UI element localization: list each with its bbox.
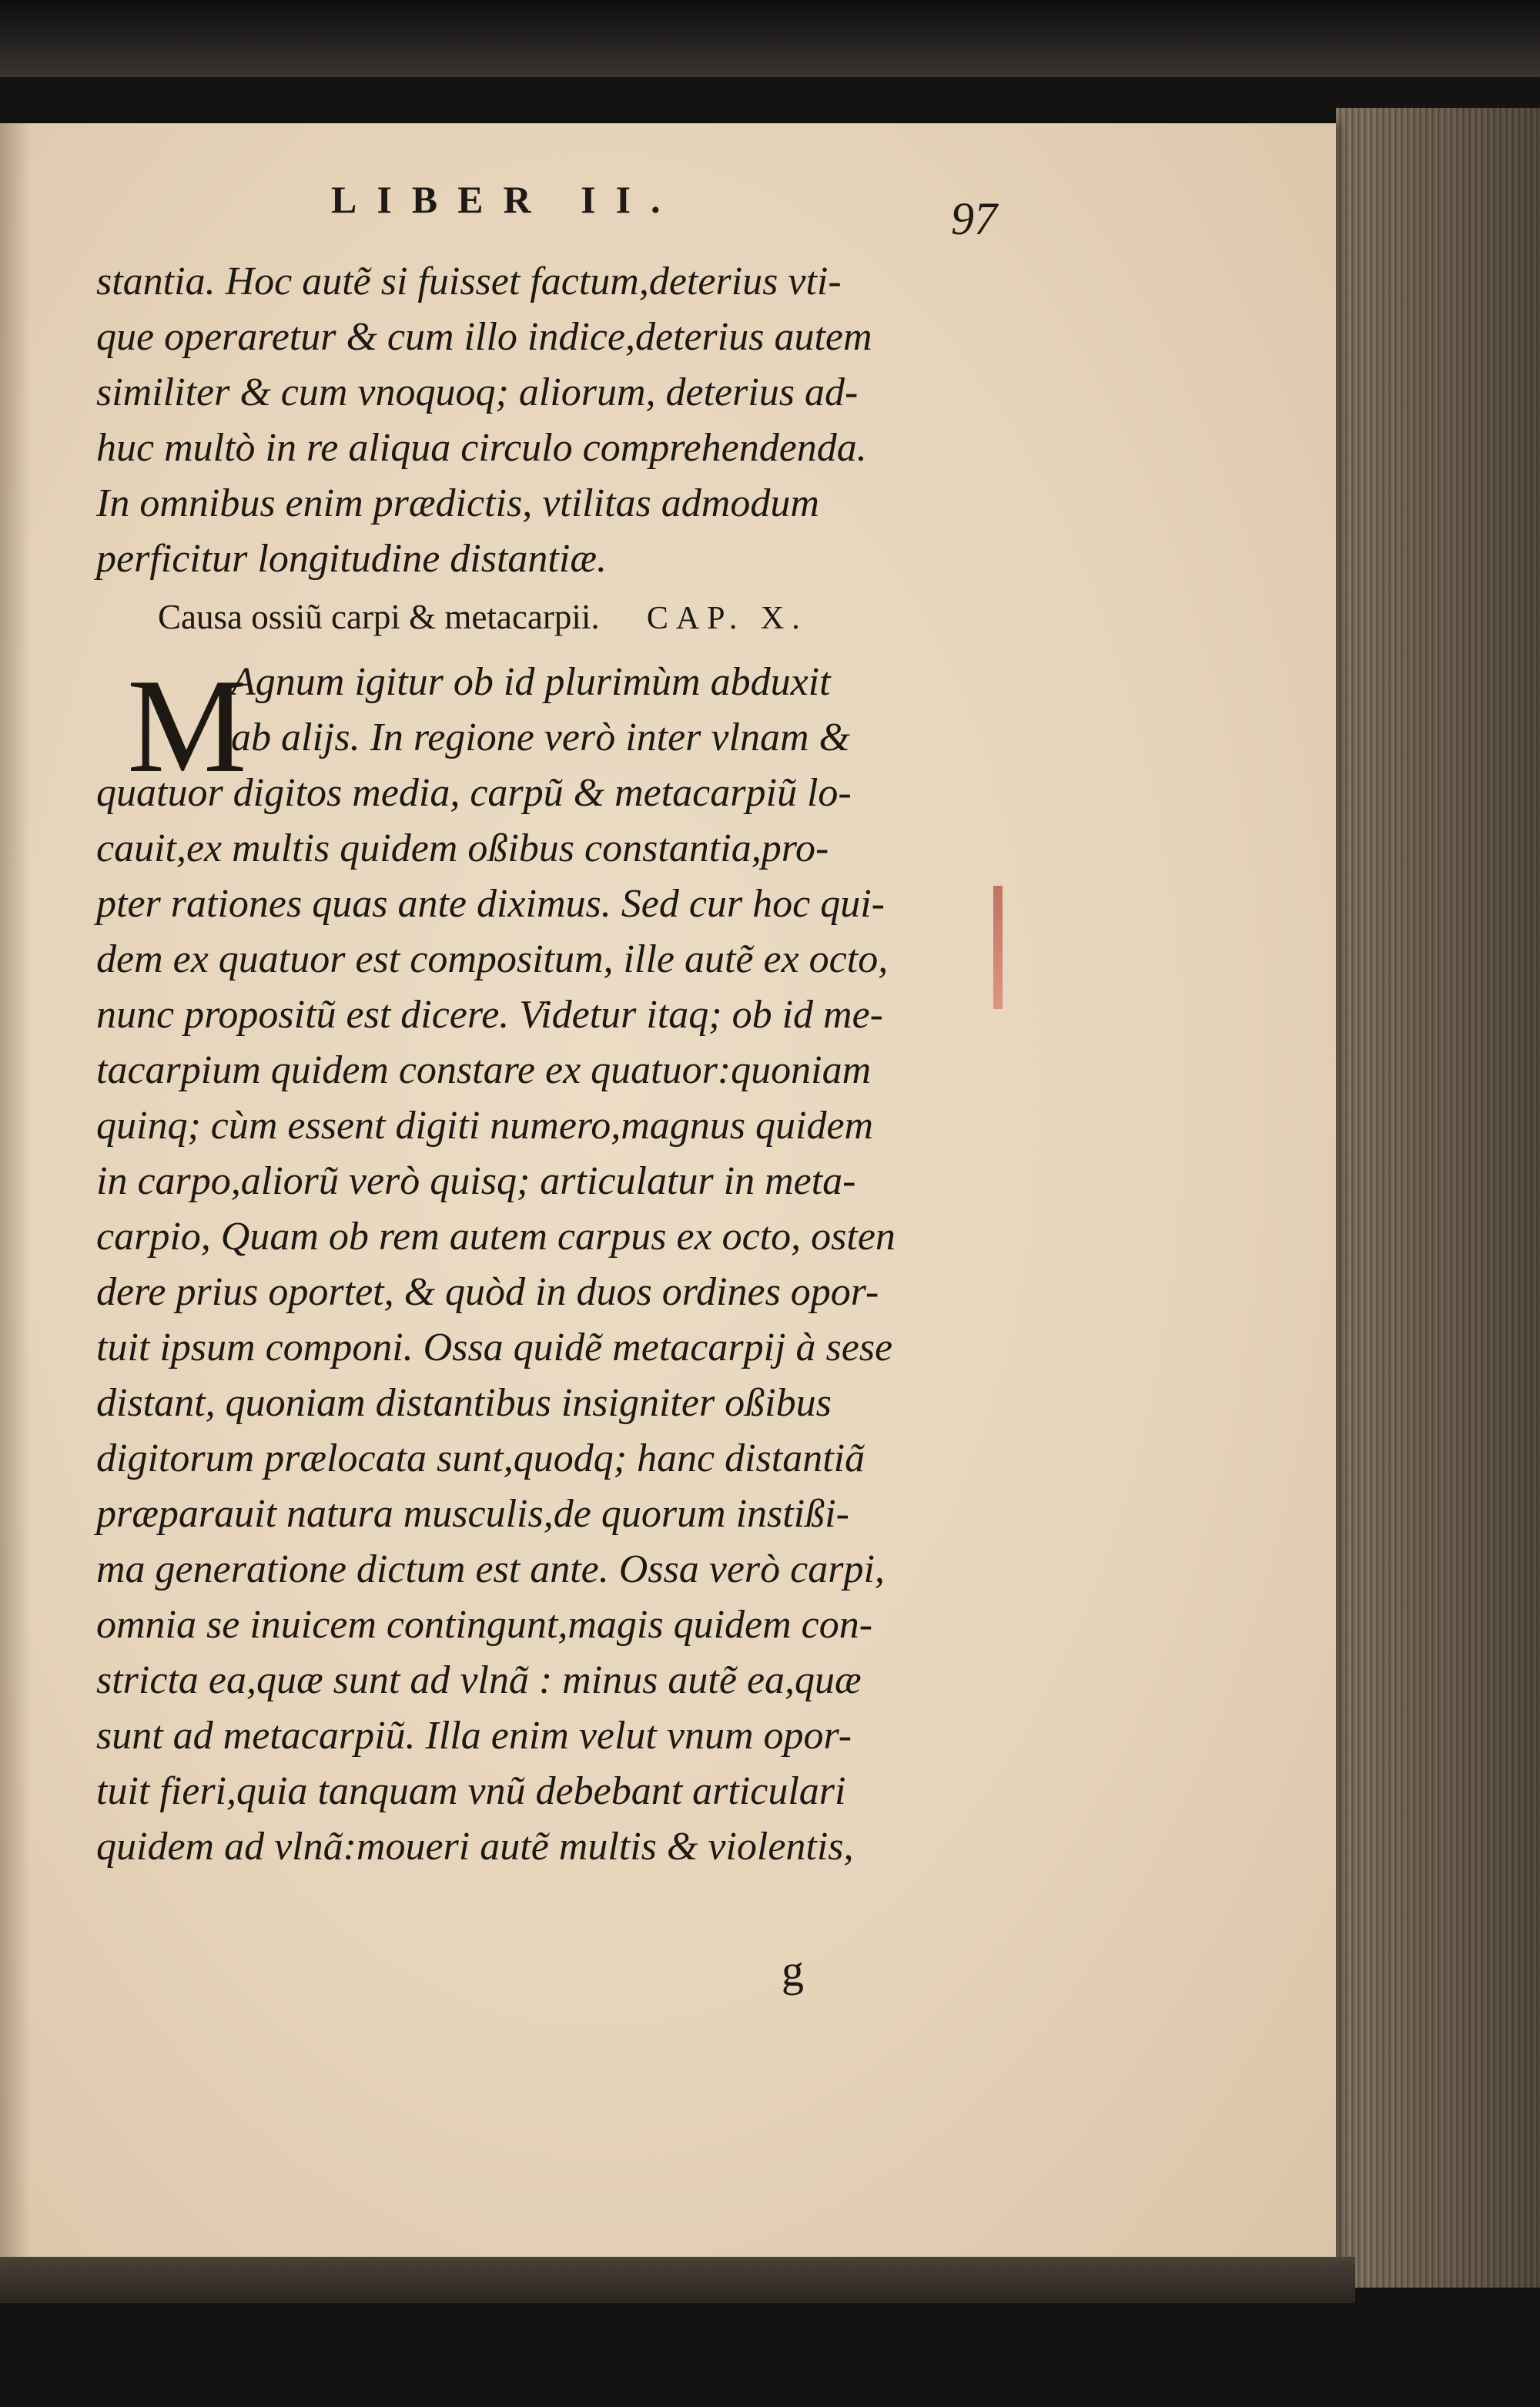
text-line: in carpo,aliorũ verò quisq; articulatur in meta- (96, 1159, 856, 1203)
text-line: quinq; cùm essent digiti numero,magnus quidem (96, 1104, 874, 1148)
text-line: tuit fieri,quia tanquam vnũ debebant articulari (96, 1769, 846, 1813)
text-line: sunt ad metacarpiũ. Illa enim velut vnum opor- (96, 1714, 852, 1758)
book-fore-edge (1336, 108, 1540, 2288)
text-line: distant, quoniam distantibus insigniter oßibus (96, 1381, 832, 1425)
text-line: ma generatione dictum est ante. Ossa verò carpi, (96, 1547, 885, 1591)
text-line: quatuor digitos media, carpũ & metacarpiũ lo- (96, 771, 852, 815)
text-line: pter rationes quas ante diximus. Sed cur hoc qui- (96, 882, 885, 926)
red-ink-mark (993, 886, 1003, 1009)
text-line: tuit ipsum componi. Ossa quidẽ metacarpij à sese (96, 1326, 893, 1369)
text-line: stricta ea,quæ sunt ad vlnã : minus autẽ ea,quæ (96, 1658, 862, 1702)
text-line: perficitur longitudine distantiæ. (96, 537, 607, 581)
text-line: tacarpium quidem constare ex quatuor:quoniam (96, 1048, 872, 1092)
text-line: quidem ad vlnã:moueri autẽ multis & violentis, (96, 1825, 854, 1869)
text-line: huc multò in re aliqua circulo comprehendenda. (96, 426, 867, 470)
text-line: carpio, Quam ob rem autem carpus ex octo, osten (96, 1215, 896, 1259)
decorated-initial: M (127, 651, 247, 800)
chapter-heading (158, 597, 808, 637)
text-line: præparauit natura musculis,de quorum instißi- (96, 1492, 849, 1536)
running-head: LIBER II. (331, 178, 681, 221)
text-line: similiter & cum vnoquoq; aliorum, deterius ad- (96, 370, 859, 414)
text-line: cauit,ex multis quidem oßibus constantia,pro- (96, 826, 829, 870)
text-line: ab alijs. In regione verò inter vlnam & (231, 716, 850, 759)
gutter-shadow (0, 123, 31, 2272)
chapter-number: CAP. X. (646, 601, 808, 636)
dark-background-top (0, 0, 1540, 77)
text-line: In omnibus enim prædictis, vtilitas admodum (96, 481, 819, 525)
text-line: Agnum igitur ob id plurimùm abduxit (231, 660, 831, 704)
text-line: digitorum prælocata sunt,quodq; hanc distantiã (96, 1436, 865, 1480)
chapter-title: Causa ossiũ carpi & metacarpii. (158, 598, 600, 636)
book-cover-edge (0, 2257, 1355, 2303)
text-line: stantia. Hoc autẽ si fuisset factum,deterius vti- (96, 260, 842, 303)
text-line: nunc propositũ est dicere. Videtur itaq; ob id me- (96, 993, 883, 1037)
text-line: dem ex quatuor est compositum, ille autẽ ex octo, (96, 937, 889, 981)
text-line: omnia se inuicem contingunt,magis quidem con- (96, 1603, 873, 1647)
signature-mark: g (782, 1946, 804, 1996)
text-line: que operaretur & cum illo indice,deterius autem (96, 315, 872, 359)
text-line: dere prius oportet, & quòd in duos ordines opor- (96, 1270, 879, 1314)
page-number: 97 (951, 193, 997, 244)
